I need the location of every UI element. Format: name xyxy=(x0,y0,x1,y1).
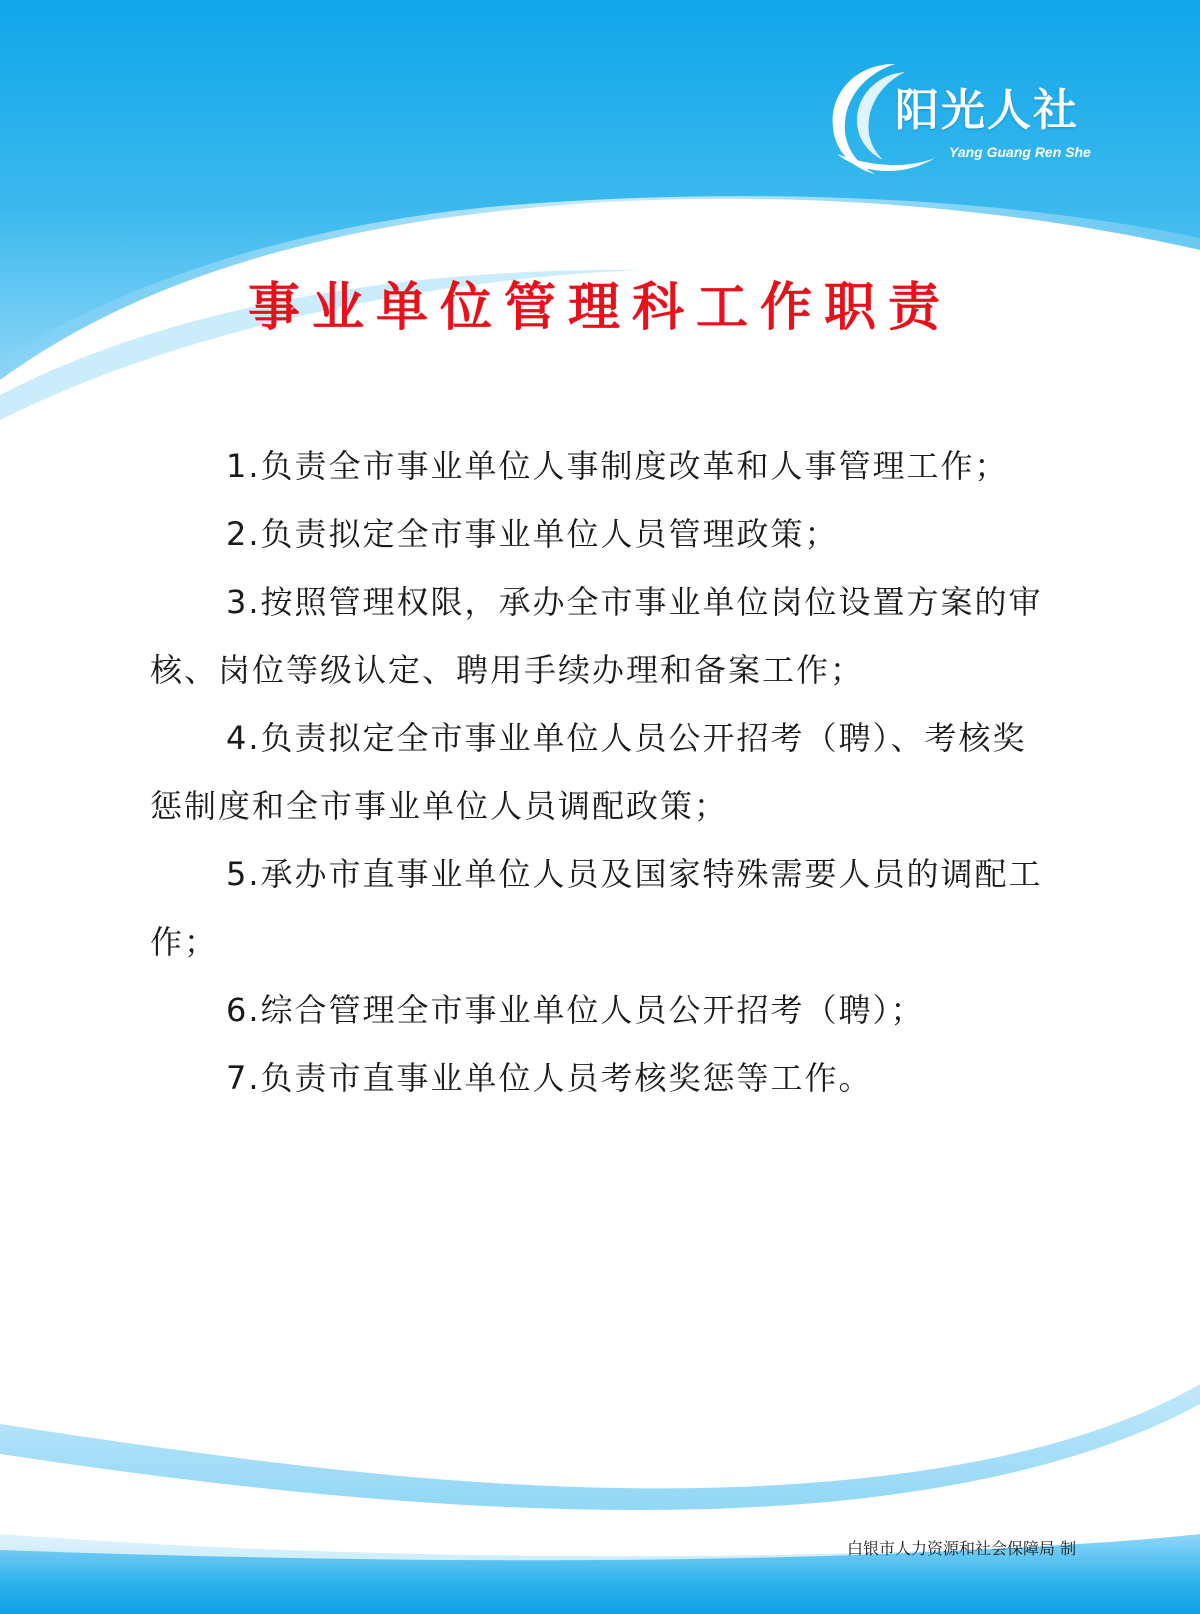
duties-list xyxy=(150,432,1056,1112)
duty-item-4: 4.负责拟定全市事业单位人员公开招考（聘）、考核奖惩制度和全市事业单位人员调配政策； xyxy=(150,719,1027,825)
logo-english-name: Yang Guang Ren She xyxy=(949,144,1091,160)
duty-item-1: 1.负责全市事业单位人事制度改革和人事管理工作； xyxy=(226,447,1009,485)
duty-item-7: 7.负责市直事业单位人员考核奖惩等工作。 xyxy=(226,1059,873,1097)
issuer-credit: 白银市人力资源和社会保障局 制 xyxy=(847,1539,1077,1558)
duty-item-5: 5.承办市直事业单位人员及国家特殊需要人员的调配工作； xyxy=(150,855,1043,961)
duty-item-2: 2.负责拟定全市事业单位人员管理政策； xyxy=(226,515,839,553)
logo xyxy=(825,58,1115,178)
page-title: 事业单位管理科工作职责 xyxy=(247,277,952,338)
footer-background xyxy=(0,1384,1200,1614)
logo-chinese-name: 阳光人社 xyxy=(895,85,1079,136)
duty-item-3: 3.按照管理权限，承办全市事业单位岗位设置方案的审核、岗位等级认定、聘用手续办理和备案工作； xyxy=(150,583,1043,689)
duty-item-6: 6.综合管理全市事业单位人员公开招考（聘）； xyxy=(226,991,925,1029)
